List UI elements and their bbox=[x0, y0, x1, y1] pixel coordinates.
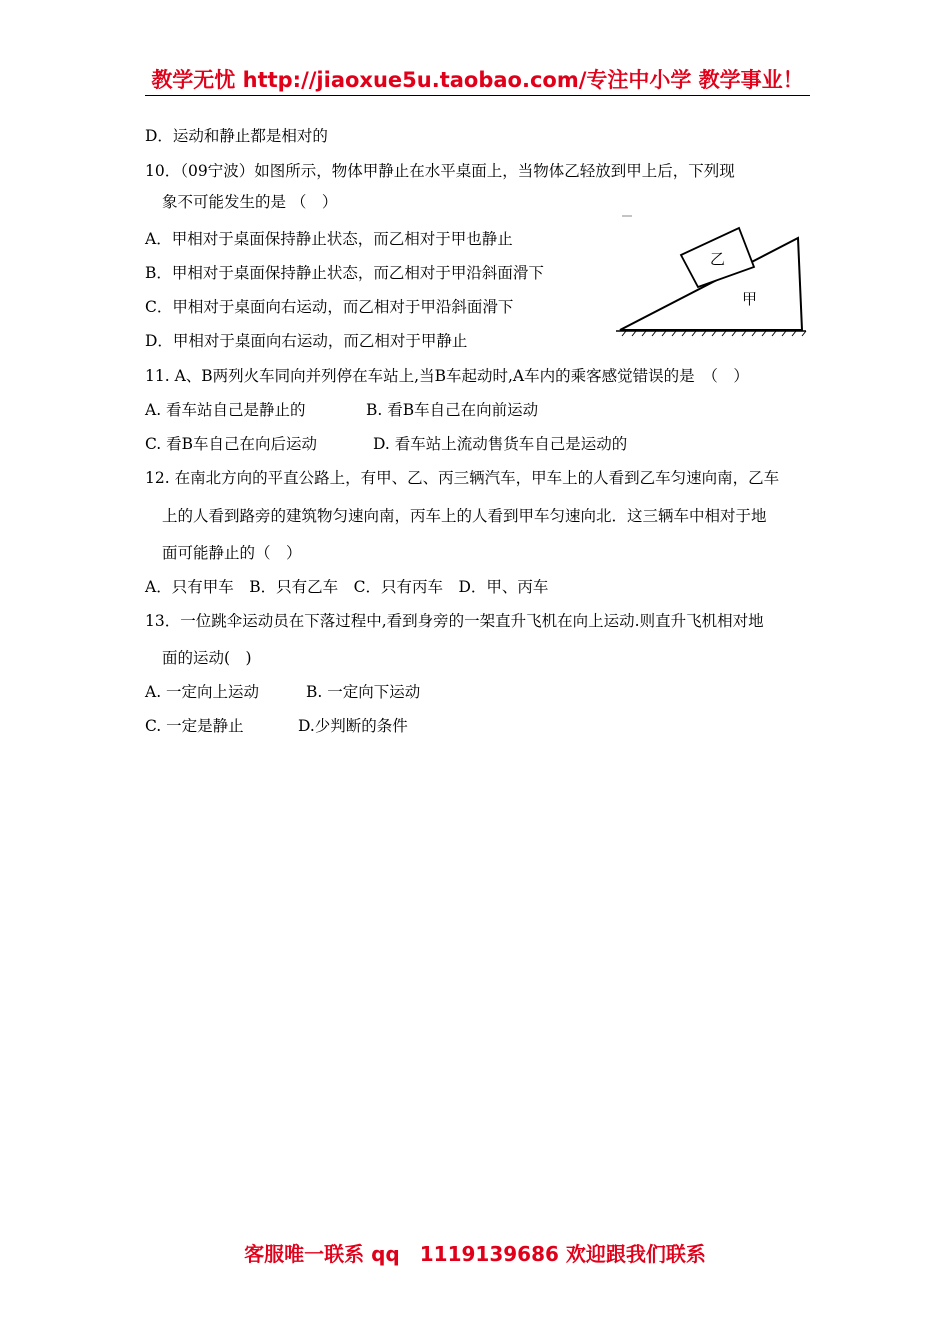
footer-contact: 客服唯一联系 qq 1119139686 欢迎跟我们联系 bbox=[244, 1242, 706, 1266]
q13-option-c: C. 一定是静止 bbox=[145, 717, 244, 735]
label-yi: 乙 bbox=[710, 250, 726, 268]
q10-option-a: A．甲相对于桌面保持静止状态，而乙相对于甲也静止 bbox=[145, 230, 513, 248]
q13-stem-cont: 面的运动( ) bbox=[162, 649, 252, 667]
q13-option-a: A. 一定向上运动 bbox=[145, 683, 260, 701]
q10-option-c: C．甲相对于桌面向右运动，而乙相对于甲沿斜面滑下 bbox=[145, 298, 514, 316]
q10-option-b: B．甲相对于桌面保持静止状态，而乙相对于甲沿斜面滑下 bbox=[145, 264, 544, 282]
q13-option-b: B. 一定向下运动 bbox=[306, 683, 421, 701]
q12-stem: 12. 在南北方向的平直公路上，有甲、乙、丙三辆汽车，甲车上的人看到乙车匀速向南，乙车 bbox=[145, 469, 780, 487]
incline-figure bbox=[612, 212, 812, 337]
q12-stem-cont-2: 面可能静止的（ ） bbox=[162, 544, 302, 562]
q10-stem-cont: 象不可能发生的是 （ ） bbox=[162, 193, 338, 211]
q11-stem: 11. A、B两列火车同向并列停在车站上,当B车起动时,A车内的乘客感觉错误的是 （ ） bbox=[145, 367, 749, 385]
q11-option-b: B. 看B车自己在向前运动 bbox=[366, 401, 539, 419]
q9-option-d: D．运动和静止都是相对的 bbox=[145, 127, 328, 145]
q13-option-d: D.少判断的条件 bbox=[298, 717, 408, 735]
header-rule bbox=[145, 95, 810, 96]
q11-option-d: D. 看车站上流动售货车自己是运动的 bbox=[373, 435, 628, 453]
header-banner: 教学无忧 http://jiaoxue5u.taobao.com/专注中小学 教学事业！ bbox=[151, 68, 804, 92]
q12-stem-cont-1: 上的人看到路旁的建筑物匀速向南，丙车上的人看到甲车匀速向北．这三辆车中相对于地 bbox=[162, 507, 767, 525]
q13-stem: 13．一位跳伞运动员在下落过程中,看到身旁的一架直升飞机在向上运动.则直升飞机相对地 bbox=[145, 612, 764, 630]
label-jia: 甲 bbox=[742, 290, 758, 308]
q11-option-a: A. 看车站自己是静止的 bbox=[145, 401, 306, 419]
q11-option-c: C. 看B车自己在向后运动 bbox=[145, 435, 318, 453]
q10-option-d: D．甲相对于桌面向右运动，而乙相对于甲静止 bbox=[145, 332, 468, 350]
q12-options: A．只有甲车 B．只有乙车 C．只有丙车 D．甲、丙车 bbox=[145, 578, 549, 596]
q10-stem: 10．（09宁波）如图所示，物体甲静止在水平桌面上，当物体乙轻放到甲上后，下列现 bbox=[145, 162, 735, 180]
